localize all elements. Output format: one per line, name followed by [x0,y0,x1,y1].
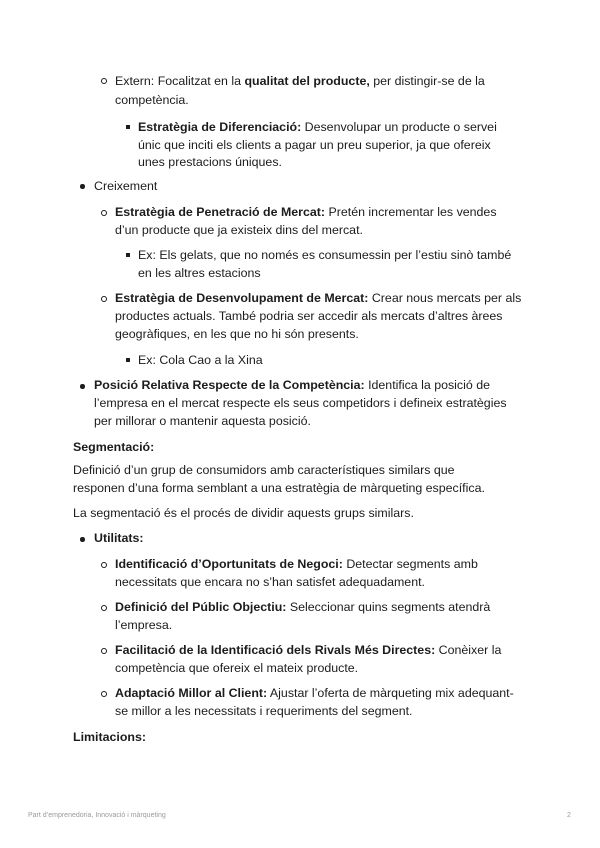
circle-bullet-icon [101,296,107,302]
text-line: Ex: Cola Cao a la Xina [138,353,263,367]
text-line: Extern: Focalitzat en la qualitat del producte, per distingir-se de la [115,74,485,88]
disc-bullet-icon [80,537,85,542]
text-line: Estratègia de Desenvolupament de Mercat: Crear nous mercats per als [115,291,522,305]
text-line: l’empresa. [115,618,173,632]
text-line: Adaptació Millor al Client: Ajustar l’oferta de màrqueting mix adequant- [115,686,514,700]
text-line: en les altres estacions [138,266,261,280]
text-line: Utilitats: [94,531,144,545]
text-line: d’un producte que ja existeix dins del mercat. [115,223,363,237]
text-line: Identificació d’Oportunitats de Negoci: Detectar segments amb [115,557,478,571]
text-line: se millor a les necessitats i requeriments del segment. [115,704,413,718]
text-line: Creixement [94,179,158,193]
square-bullet-icon [126,253,130,257]
section-heading: Segmentació: [73,440,155,454]
text-line: Estratègia de Diferenciació: Desenvolupar un producte o servei [138,120,497,134]
text-line: Definició del Públic Objectiu: Seleccionar quins segments atendrà [115,600,491,614]
page-number: 2 [567,812,571,819]
text-line: Posició Relativa Respecte de la Competència: Identifica la posició de [94,378,490,392]
text-line: necessitats que encara no s’han satisfet adequadament. [115,575,425,589]
text-line: Ex: Els gelats, que no només es consumessin per l’estiu sinò també [138,248,512,262]
text-line: Estratègia de Penetració de Mercat: Pretén incrementar les vendes [115,205,497,219]
text-line: únic que inciti els clients a pagar un preu superior, ja que ofereix [138,138,491,152]
square-bullet-icon [126,358,130,362]
text-line: productes actuals. També podria ser accedir als mercats d’altres àrees [115,309,503,323]
circle-bullet-icon [101,605,107,611]
circle-bullet-icon [101,78,107,84]
footer-title: Part d’emprenedoria, Innovació i màrqueting [28,812,166,819]
text-line: l’empresa en el mercat respecte els seus competidors i defineix estratègies [94,396,507,410]
circle-bullet-icon [101,210,107,216]
text-line: competència que ofereix el mateix producte. [115,661,359,675]
text-line: Facilitació de la Identificació dels Rivals Més Directes: Conèixer la [115,643,502,657]
text-line: competència. [115,93,189,107]
disc-bullet-icon [80,384,85,389]
text-line: responen d’una forma semblant a una estratègia de màrqueting específica. [73,481,485,495]
square-bullet-icon [126,125,130,129]
text-line: per millorar o mantenir aquesta posició. [94,414,311,428]
circle-bullet-icon [101,562,107,568]
circle-bullet-icon [101,691,107,697]
section-heading: Limitacions: [73,730,146,744]
circle-bullet-icon [101,648,107,654]
text-line: Definició d’un grup de consumidors amb característiques similars que [73,463,455,477]
text-line: unes prestacions úniques. [138,155,282,169]
text-line: La segmentació és el procés de dividir aquests grups similars. [73,506,414,520]
text-line: geogràfiques, en les que no hi són presents. [115,327,359,341]
disc-bullet-icon [80,184,85,189]
